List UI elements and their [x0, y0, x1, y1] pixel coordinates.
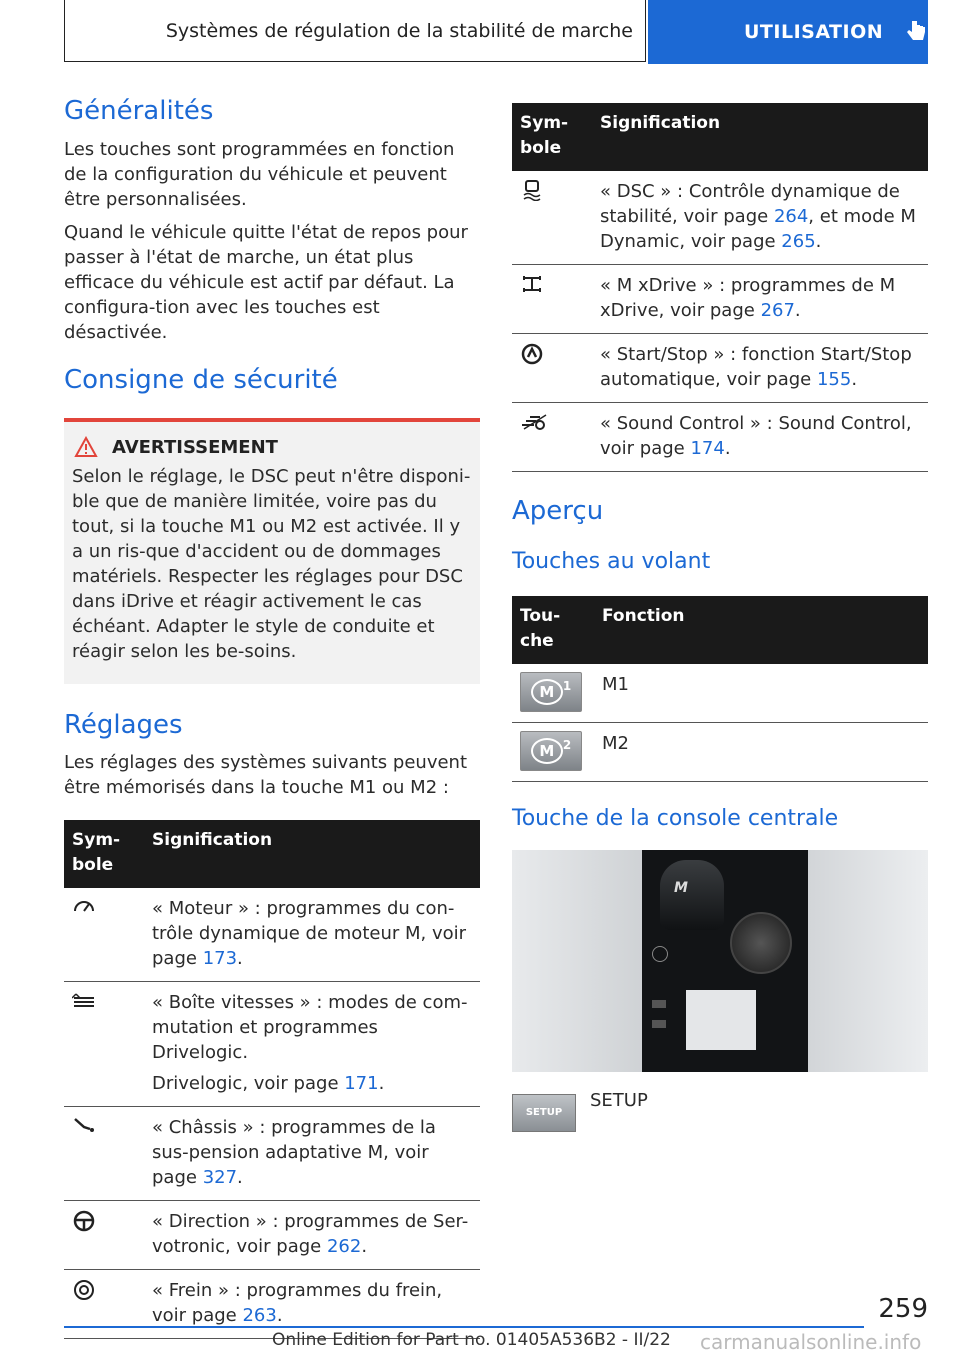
col-meaning-header: Signification [144, 820, 480, 888]
generalites-paragraph-2: Quand le véhicule quitte l'état de repos pour passer à l'état de marche, un état plus efficace du véhicule est actif par défaut. La configura-tion avec les touches est désactivée. [64, 222, 468, 344]
table-row [512, 334, 928, 403]
gearbox-icon [64, 981, 144, 1106]
footer-divider [64, 1326, 864, 1328]
table-header-row [64, 820, 480, 888]
page-link[interactable]: 173 [202, 947, 238, 969]
table-cell: « DSC » : Contrôle dynamique de stabilité, voir page 264, et mode M Dynamic, voir page 265. [592, 171, 928, 265]
section-title: Systèmes de régulation de la stabilité de marche [64, 0, 646, 62]
m2-button-icon: M $^2$ [520, 731, 582, 771]
table-row [512, 265, 928, 334]
warning-header [72, 436, 472, 458]
table-row [64, 1200, 480, 1269]
page-link[interactable]: 174 [690, 438, 725, 459]
warning-triangle-icon [74, 436, 98, 458]
engine-icon [64, 888, 144, 982]
page-link[interactable]: 263 [242, 1304, 277, 1326]
setup-label: SETUP [590, 1089, 648, 1111]
table-row [512, 171, 928, 265]
dynamics-table [512, 103, 928, 472]
xdrive-icon [512, 265, 592, 334]
col-symbol-header: Sym-bole [512, 103, 592, 171]
table-cell: « Châssis » : programmes de la sus-pension adaptative M, voir page 327. [144, 1106, 480, 1200]
col-symbol-header: Sym-bole [64, 820, 144, 888]
table-row [64, 981, 480, 1106]
table-cell: « Direction » : programmes de Ser-votronic, voir page 262. [144, 1200, 480, 1269]
page-link[interactable]: 264 [773, 206, 809, 227]
page-link[interactable]: 155 [816, 369, 852, 390]
page-number: 259 [878, 1294, 928, 1324]
warning-text: Selon le réglage, le DSC peut n'être disponi-ble que de manière limitée, voire pas du tout, si la touche M1 ou M2 est activée. Il y a un ris-que d'accident ou de dommages matériels. Respecter les réglages pour DSC dans iDrive et réagir activement le cas échéant. Adapter le style de conduite et réagir selon les be-soins. [72, 466, 471, 663]
table-header-row [512, 103, 928, 171]
heading-generalites: Généralités [64, 96, 214, 126]
page-header [64, 0, 928, 64]
table-row [512, 403, 928, 472]
setup-row [512, 1089, 928, 1132]
setup-button-icon: SETUP [512, 1094, 576, 1132]
table-cell: « Moteur » : programmes du con-trôle dynamique de moteur M, voir page 173. [144, 888, 480, 982]
center-console-photo [512, 850, 928, 1072]
page-link[interactable]: 171 [344, 1072, 379, 1094]
col-key-header: Tou-che [512, 596, 594, 664]
page-link[interactable]: 327 [202, 1166, 238, 1188]
left-column [64, 96, 480, 1339]
hand-pointer-icon [905, 19, 927, 45]
start-stop-icon [512, 334, 592, 403]
heading-reglages: Réglages [64, 710, 183, 741]
table-row [64, 1106, 480, 1200]
col-function-header: Fonction [594, 596, 928, 664]
page-link[interactable]: 265 [781, 231, 816, 252]
m-logo: M [674, 879, 688, 896]
table-cell: M1 [594, 664, 928, 723]
col-meaning-header: Signification [592, 103, 928, 171]
table-cell: M2 [594, 722, 928, 781]
table-row [512, 722, 928, 781]
warning-title: AVERTISSEMENT [112, 436, 278, 458]
m1-button-icon: M $^1$ [520, 672, 582, 712]
heading-apercu: Aperçu [512, 496, 604, 526]
sound-control-icon [512, 403, 592, 472]
table-cell: « Boîte vitesses » : modes de com-mutation et programmes Drivelogic. Drivelogic, voir page 171. [144, 981, 480, 1106]
table-cell: « Start/Stop » : fonction Start/Stop automatique, voir page 155. [592, 334, 928, 403]
table-cell: « M xDrive » : programmes de M xDrive, voir page 267. [592, 265, 928, 334]
edition-note: Online Edition for Part no. 01405A536B2 - II/22 [272, 1330, 671, 1350]
reglages-intro: Les réglages des systèmes suivants peuvent être mémorisés dans la touche M1 ou M2 : [64, 751, 468, 798]
table-cell: « Sound Control » : Sound Control, voir page 174. [592, 403, 928, 472]
heading-consigne-securite: Consigne de sécurité [64, 365, 338, 396]
steering-keys-table [512, 596, 928, 782]
dsc-icon [512, 171, 592, 265]
generalites-paragraph-1: Les touches sont programmées en fonction de la configuration du véhicule et peuvent être personnalisées. [64, 139, 455, 211]
warning-box [64, 418, 480, 684]
chapter-tab[interactable] [648, 0, 928, 64]
table-row [64, 888, 480, 982]
page-link[interactable]: 267 [760, 300, 795, 321]
heading-console-centrale: Touche de la console centrale [512, 805, 839, 831]
table-header-row [512, 596, 928, 664]
heading-touches-volant: Touches au volant [512, 549, 711, 575]
settings-table [64, 820, 480, 1339]
chassis-icon [64, 1106, 144, 1200]
chapter-label: UTILISATION [744, 21, 884, 43]
table-row [512, 664, 928, 723]
steering-wheel-icon [64, 1200, 144, 1269]
right-column [512, 103, 928, 1132]
watermark: carmanualsonline.info [700, 1330, 922, 1354]
table-cell: « Frein » : programmes du frein, voir page 263. [144, 1269, 480, 1338]
page-link[interactable]: 262 [326, 1235, 362, 1257]
